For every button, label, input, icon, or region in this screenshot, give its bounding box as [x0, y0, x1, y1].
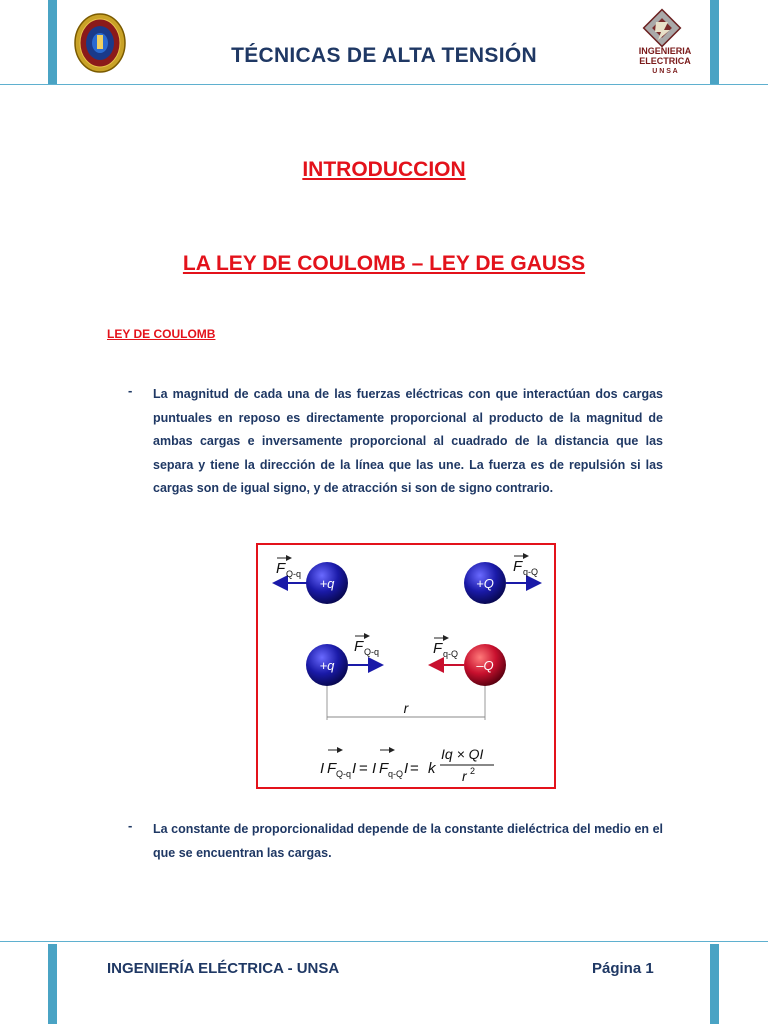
section-title-ley-coulomb: LEY DE COULOMB	[107, 327, 216, 341]
paragraph-coulomb-law: La magnitud de cada una de las fuerzas eléctricas con que interactúan dos cargas puntuales en reposo es directamente proporcional al producto de la magnitud de ambas cargas e inversamente proporcional al cuadrado de la distancia que las separa y tiene la dirección de la línea que las une. La fuerza es de repulsión si las cargas son de igual signo, y de atracción si son de signo contrario.	[153, 387, 663, 495]
heading-introduccion: INTRODUCCION	[302, 158, 466, 181]
svg-text:k: k	[428, 760, 436, 777]
paragraph-constant: La constante de proporcionalidad depende de la constante dieléctrica del medio en el que se encuentran las cargas.	[153, 822, 663, 860]
footer-right-bar	[710, 944, 719, 1024]
svg-text:Iq × QI: Iq × QI	[441, 746, 484, 762]
svg-text:=: =	[359, 760, 368, 777]
svg-text:2: 2	[470, 766, 476, 776]
force-sub-bottom-right: q-Q	[443, 649, 459, 659]
svg-text:I: I	[404, 760, 409, 777]
logo-text-line3: U N S A	[652, 68, 678, 75]
header-right-bar	[710, 0, 719, 84]
logo-text-line1: INGENIERIA	[638, 46, 692, 56]
footer-divider	[0, 941, 768, 942]
svg-text:I: I	[320, 760, 325, 777]
logo-text-line2: ELECTRICA	[639, 56, 691, 66]
footer-page-number: Página 1	[592, 960, 654, 977]
bullet-marker-2: -	[128, 818, 133, 833]
force-sub-bottom-left: Q-q	[364, 647, 380, 657]
header-divider	[0, 84, 768, 85]
charge-Q-top-label: +Q	[476, 576, 494, 591]
svg-text:Q-q: Q-q	[336, 769, 352, 779]
svg-text:q-Q: q-Q	[388, 769, 404, 779]
footer-left-bar	[48, 944, 57, 1024]
svg-text:=: =	[410, 760, 419, 777]
svg-text:I: I	[372, 760, 377, 777]
svg-text:I: I	[352, 760, 357, 777]
coulomb-figure	[256, 543, 556, 789]
force-sub-top-right: q-Q	[523, 567, 539, 577]
svg-text:F: F	[327, 760, 337, 777]
charge-q-top-label: +q	[319, 576, 335, 591]
svg-text:F: F	[379, 760, 389, 777]
charge-q-bottom-label: +q	[319, 658, 335, 673]
svg-text:r: r	[462, 768, 467, 784]
force-label-bottom-left: F	[354, 638, 364, 655]
force-label-bottom-right: F	[433, 640, 443, 657]
distance-label: r	[403, 700, 409, 716]
force-label-top-left: F	[276, 560, 286, 577]
charge-Q-bottom-label: –Q	[476, 658, 494, 673]
heading-ley-coulomb-gauss: LA LEY DE COULOMB – LEY DE GAUSS	[182, 252, 586, 275]
coulomb-formula	[320, 746, 494, 784]
footer-institution: INGENIERÍA ELÉCTRICA - UNSA	[107, 960, 340, 977]
force-label-top-right: F	[513, 558, 523, 575]
bullet-marker: -	[128, 383, 133, 398]
coulomb-diagram	[258, 545, 554, 787]
force-sub-top-left: Q-q	[286, 569, 302, 579]
header-left-bar	[48, 0, 57, 84]
header-title: TÉCNICAS DE ALTA TENSIÓN	[231, 44, 537, 67]
